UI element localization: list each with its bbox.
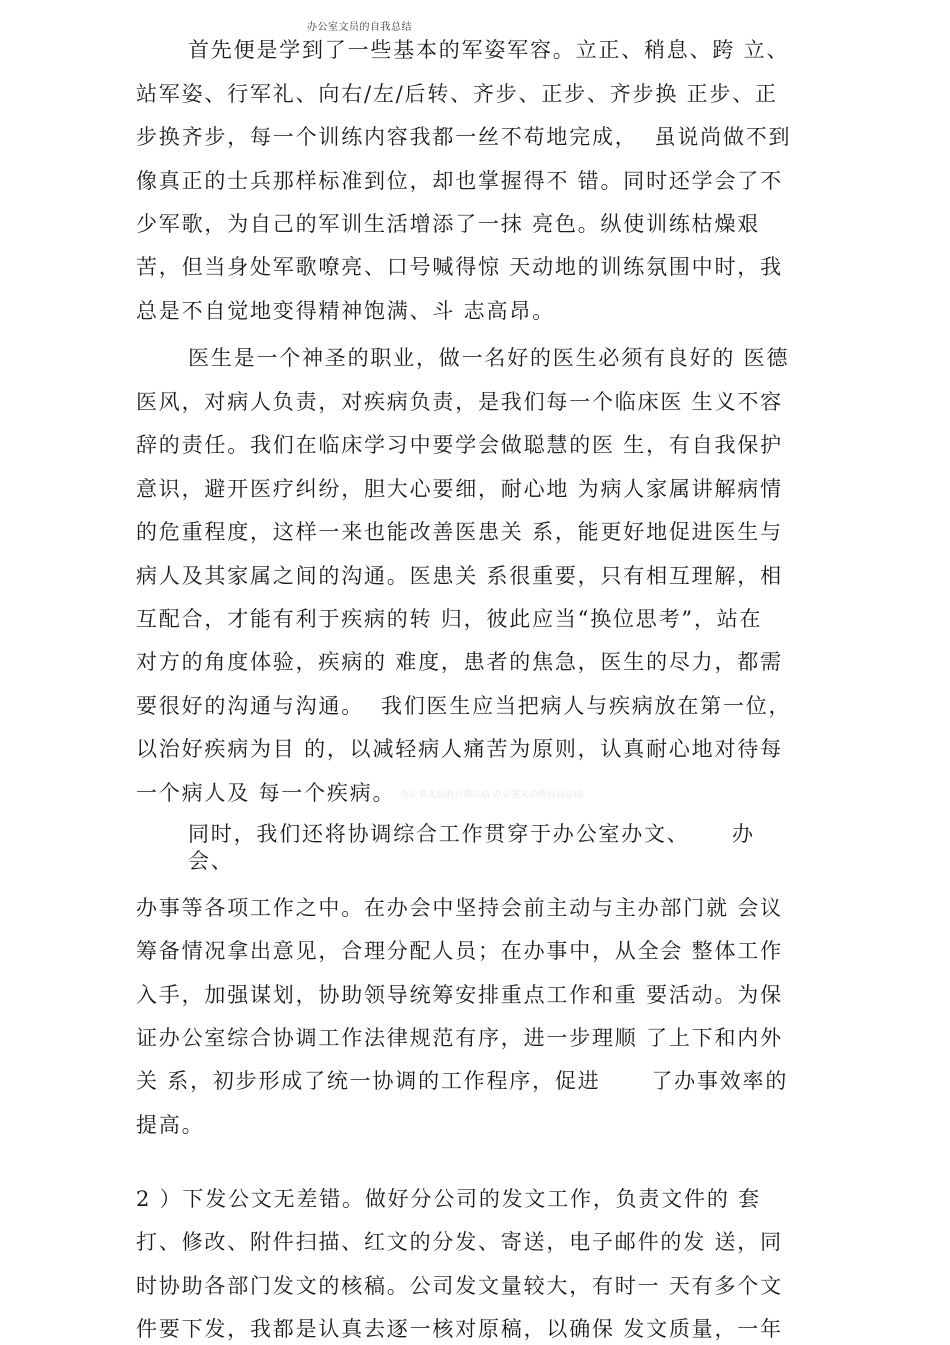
text-line: 像真正的士兵那样标准到位，却也掌握得不 错。同时还学会了不 bbox=[136, 169, 783, 193]
text-line: 筹备情况拿出意见，合理分配人员；在办事中，从全会 整体工作 bbox=[136, 939, 783, 963]
text-line: 打、修改、附件扫描、红文的分发、寄送，电子邮件的发 送，同 bbox=[136, 1230, 783, 1254]
text-line: 要很好的沟通与沟通。 我们医生应当把病人与疾病放在第一位， bbox=[136, 694, 792, 718]
text-line: 首先便是学到了一些基本的军姿军容。立正、稍息、跨 立、 bbox=[188, 38, 790, 62]
text-line: 互配合，才能有利于疾病的转 归，彼此应当“换位思考”，站在 bbox=[136, 607, 763, 631]
text-line: 办事等各项工作之中。在办会中坚持会前主动与主办部门就 会议 bbox=[136, 896, 783, 920]
text-line: 入手，加强谋划，协助领导统筹安排重点工作和重 要活动。为保 bbox=[136, 983, 783, 1007]
text-line: 提高。 bbox=[136, 1113, 205, 1137]
text-line: 证办公室综合协调工作法律规范有序，进一步理顺 了上下和内外 bbox=[136, 1026, 783, 1050]
text-line: 总是不自觉地变得精神饱满、斗 志高昂。 bbox=[136, 299, 555, 323]
text-line: 医生是一个神圣的职业，做一名好的医生必须有良好的 医德 bbox=[188, 346, 790, 370]
text-line: 时协助各部门发文的核稿。公司发文量较大，有时一 天有多个文 bbox=[136, 1274, 783, 1298]
text-line: 对方的角度体验，疾病的 难度，患者的焦急，医生的尽力，都需 bbox=[136, 650, 783, 674]
text-line: 一个病人及 每一个疾病。 bbox=[136, 781, 396, 805]
text-line: 2 ）下发公文无差错。做好分公司的发文工作，负责文件的 套 bbox=[136, 1187, 761, 1211]
text-line: 以治好疾病为目 的，以减轻病人痛苦为原则，认真耐心地对待每 bbox=[136, 737, 783, 761]
text-line: 苦，但当身处军歌嘹亮、口号喊得惊 天动地的训练氛围中时，我 bbox=[136, 255, 783, 279]
text-line: 的危重程度，这样一来也能改善医患关 系，能更好地促进医生与 bbox=[136, 520, 783, 544]
text-line: 意识，避开医疗纠纷，胆大心要细，耐心地 为病人家属讲解病情 bbox=[136, 477, 783, 501]
text-line: 关 系，初步形成了统一协调的工作程序，促进 了办事效率的 bbox=[136, 1069, 789, 1093]
text-line: 辞的责任。我们在临床学习中要学会做聪慧的医 生，有自我保护 bbox=[136, 433, 783, 457]
text-line: 步换齐步，每一个训练内容我都一丝不苟地完成， 虽说尚做不到 bbox=[136, 125, 792, 149]
text-line: 少军歌，为自己的军训生活增添了一抹 亮色。纵使训练枯燥艰 bbox=[136, 212, 761, 236]
text-line: 医风，对病人负责，对疾病负责，是我们每一个临床医 生义不容 bbox=[136, 390, 783, 414]
text-line: 站军姿、行军礼、向右/左/后转、齐步、正步、齐步换 正步、正 bbox=[136, 82, 778, 106]
faint-watermark: 办公室文员的自我总结 办公室文员的自我总结 bbox=[400, 790, 583, 800]
text-line: 会、 bbox=[188, 849, 234, 873]
text-line: 件要下发，我都是认真去逐一核对原稿，以确保 发文质量，一年 bbox=[136, 1317, 783, 1341]
text-line: 同时，我们还将协调综合工作贯穿于办公室办文、 办 bbox=[188, 822, 755, 846]
page-header: 办公室文员的自我总结 bbox=[307, 22, 412, 33]
text-line: 病人及其家属之间的沟通。医患关 系很重要，只有相互理解，相 bbox=[136, 564, 783, 588]
